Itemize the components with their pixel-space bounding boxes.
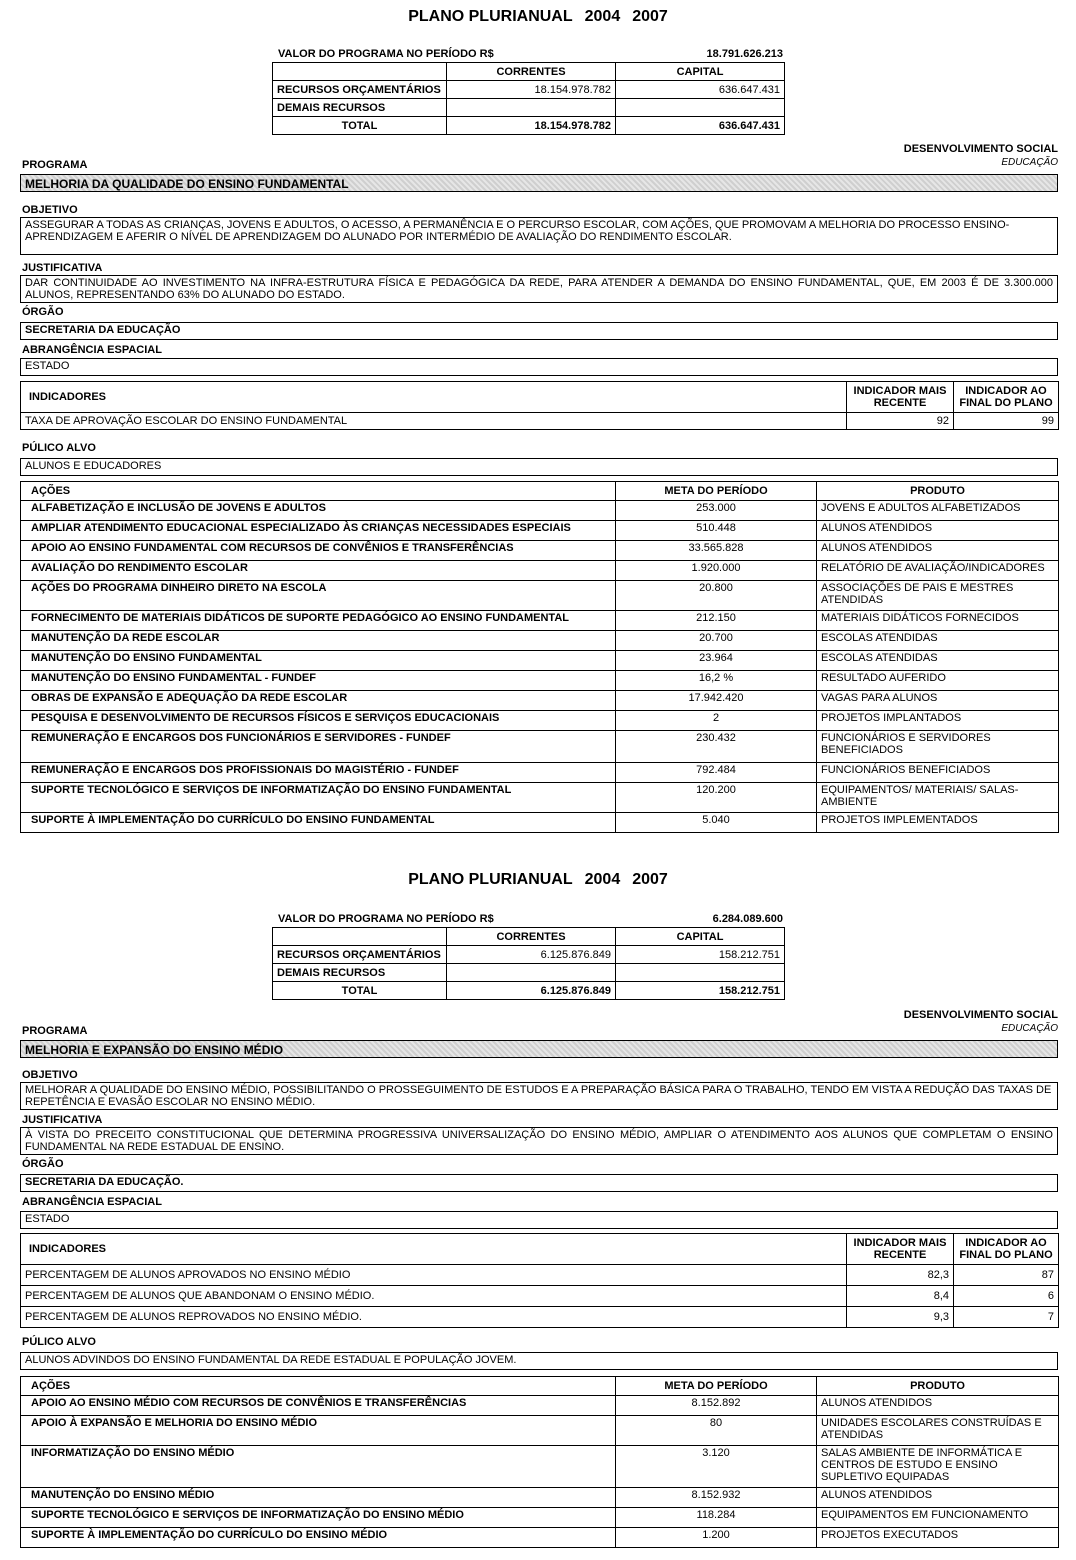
indicador-row bbox=[21, 1286, 1059, 1307]
indicadores-table bbox=[20, 1233, 1059, 1328]
valor-capital: 158.212.751 bbox=[616, 982, 785, 1000]
acao-row bbox=[21, 521, 1059, 541]
acao-meta: 16,2 % bbox=[616, 671, 817, 691]
acao-row bbox=[21, 783, 1059, 813]
indicador-final-header: INDICADOR AO FINAL DO PLANO bbox=[954, 382, 1059, 413]
indicadores-header: INDICADORES bbox=[21, 382, 847, 413]
indicador-recente-header: INDICADOR MAIS RECENTE bbox=[847, 1234, 954, 1265]
acao-meta: 3.120 bbox=[616, 1446, 817, 1488]
valor-header-empty bbox=[273, 928, 447, 946]
indicador-nome: PERCENTAGEM DE ALUNOS QUE ABANDONAM O ENSINO MÉDIO. bbox=[21, 1286, 847, 1307]
acao-meta: 17.942.420 bbox=[616, 691, 817, 711]
acao-produto: FUNCIONÁRIOS E SERVIDORES BENEFICIADOS bbox=[817, 731, 1059, 763]
acao-row bbox=[21, 1528, 1059, 1548]
acao-meta: 20.800 bbox=[616, 581, 817, 611]
valor-row-label: RECURSOS ORÇAMENTÁRIOS bbox=[273, 81, 447, 99]
acao-row bbox=[21, 711, 1059, 731]
acoes-table bbox=[20, 1376, 1059, 1548]
valor-header-empty bbox=[273, 63, 447, 81]
valor-correntes bbox=[447, 964, 616, 982]
acao-row bbox=[21, 1508, 1059, 1528]
acao-produto: RELATÓRIO DE AVALIAÇÃO/INDICADORES bbox=[817, 561, 1059, 581]
acao-nome: SUPORTE TECNOLÓGICO E SERVIÇOS DE INFORMATIZAÇÃO DO ENSINO FUNDAMENTAL bbox=[21, 783, 616, 813]
valor-row bbox=[273, 982, 785, 1000]
acao-nome: MANUTENÇÃO DA REDE ESCOLAR bbox=[21, 631, 616, 651]
acao-nome: APOIO AO ENSINO FUNDAMENTAL COM RECURSOS DE CONVÊNIOS E TRANSFERÊNCIAS bbox=[21, 541, 616, 561]
valor-row-label: DEMAIS RECURSOS bbox=[273, 99, 447, 117]
acao-produto: VAGAS PARA ALUNOS bbox=[817, 691, 1059, 711]
abrangencia-text: ESTADO bbox=[20, 358, 1058, 376]
meta-header: META DO PERÍODO bbox=[616, 482, 817, 501]
acao-nome: MANUTENÇÃO DO ENSINO FUNDAMENTAL - FUNDEF bbox=[21, 671, 616, 691]
produto-header: PRODUTO bbox=[817, 1377, 1059, 1396]
produto-header: PRODUTO bbox=[817, 482, 1059, 501]
valor-capital bbox=[616, 964, 785, 982]
acao-nome: APOIO AO ENSINO MÉDIO COM RECURSOS DE CONVÊNIOS E TRANSFERÊNCIAS bbox=[21, 1396, 616, 1416]
title-part: 2007 bbox=[632, 8, 668, 25]
programa-label: PROGRAMA bbox=[22, 159, 88, 171]
valor-header-row bbox=[273, 63, 785, 81]
acao-meta: 20.700 bbox=[616, 631, 817, 651]
title-part: PLANO PLURIANUAL bbox=[408, 8, 573, 25]
acao-nome: AVALIAÇÃO DO RENDIMENTO ESCOLAR bbox=[21, 561, 616, 581]
justificativa-label: JUSTIFICATIVA bbox=[22, 262, 103, 274]
acoes-header: AÇÕES bbox=[21, 1377, 616, 1396]
acao-row bbox=[21, 763, 1059, 783]
objetivo-text: MELHORAR A QUALIDADE DO ENSINO MÉDIO, POSSIBILITANDO O PROSSEGUIMENTO DE ESTUDOS E A PREPARAÇÃO BÁSICA PARA O TRABALHO, TENDO EM VISTA A REDUÇÃO DAS TAXAS DE REPETÊNCIA E EVASÃO ESCOLAR NO ENSINO MÉDIO. bbox=[20, 1082, 1058, 1110]
valor-capital bbox=[616, 99, 785, 117]
valor-capital: 636.647.431 bbox=[616, 117, 785, 135]
acoes-table bbox=[20, 481, 1059, 833]
indicador-recente: 9,3 bbox=[847, 1307, 954, 1328]
acao-row bbox=[21, 651, 1059, 671]
page-title bbox=[0, 8, 1076, 26]
valor-row-label: TOTAL bbox=[273, 117, 447, 135]
acao-produto: ALUNOS ATENDIDOS bbox=[817, 1396, 1059, 1416]
objetivo-label: OBJETIVO bbox=[22, 1069, 78, 1081]
acao-produto: SALAS AMBIENTE DE INFORMÁTICA E CENTROS DE ESTUDO E ENSINO SUPLETIVO EQUIPADAS bbox=[817, 1446, 1059, 1488]
page-title bbox=[0, 871, 1076, 889]
acao-meta: 120.200 bbox=[616, 783, 817, 813]
valor-label: VALOR DO PROGRAMA NO PERÍODO R$ bbox=[278, 913, 494, 925]
programa-label: PROGRAMA bbox=[22, 1025, 88, 1037]
indicadores-header-row bbox=[21, 1234, 1059, 1265]
acao-row bbox=[21, 581, 1059, 611]
objetivo-label: OBJETIVO bbox=[22, 204, 78, 216]
indicador-final: 7 bbox=[954, 1307, 1059, 1328]
valor-row bbox=[273, 946, 785, 964]
acoes-header-row bbox=[21, 1377, 1059, 1396]
acao-nome: FORNECIMENTO DE MATERIAIS DIDÁTICOS DE SUPORTE PEDAGÓGICO AO ENSINO FUNDAMENTAL bbox=[21, 611, 616, 631]
acao-produto: PROJETOS IMPLEMENTADOS bbox=[817, 813, 1059, 833]
acao-produto: ESCOLAS ATENDIDAS bbox=[817, 631, 1059, 651]
acao-nome: REMUNERAÇÃO E ENCARGOS DOS PROFISSIONAIS DO MAGISTÉRIO - FUNDEF bbox=[21, 763, 616, 783]
acao-produto: ASSOCIAÇÕES DE PAIS E MESTRES ATENDIDAS bbox=[817, 581, 1059, 611]
indicador-recente: 82,3 bbox=[847, 1265, 954, 1286]
subarea-label: EDUCAÇÃO bbox=[1001, 1023, 1058, 1034]
justificativa-text: À VISTA DO PRECEITO CONSTITUCIONAL QUE DETERMINA PROGRESSIVA UNIVERSALIZAÇÃO DO ENSINO MÉDIO, AMPLIAR O ATENDIMENTO AOS ALUNOS QUE COMPLETAM O ENSINO FUNDAMENTAL NA REDE ESTADUAL DE ENSINO. bbox=[20, 1127, 1058, 1155]
area-label: DESENVOLVIMENTO SOCIAL bbox=[903, 1009, 1058, 1021]
orgao-text: SECRETARIA DA EDUCAÇÃO bbox=[20, 322, 1058, 340]
acao-nome: ALFABETIZAÇÃO E INCLUSÃO DE JOVENS E ADULTOS bbox=[21, 501, 616, 521]
indicador-final: 99 bbox=[954, 413, 1059, 430]
acao-nome: OBRAS DE EXPANSÃO E ADEQUAÇÃO DA REDE ESCOLAR bbox=[21, 691, 616, 711]
justificativa-text: DAR CONTINUIDADE AO INVESTIMENTO NA INFRA-ESTRUTURA FÍSICA E PEDAGÓGICA DA REDE, PARA ATENDER A DEMANDA DO ENSINO FUNDAMENTAL, QUE, EM 2003 É DE 3.300.000 ALUNOS, REPRESENTANDO 63% DO ALUNADO DO ESTADO. bbox=[20, 275, 1058, 303]
acao-row bbox=[21, 813, 1059, 833]
acao-produto: PROJETOS EXECUTADOS bbox=[817, 1528, 1059, 1548]
acao-meta: 8.152.892 bbox=[616, 1396, 817, 1416]
acao-produto: ALUNOS ATENDIDOS bbox=[817, 1488, 1059, 1508]
meta-header: META DO PERÍODO bbox=[616, 1377, 817, 1396]
acao-produto: PROJETOS IMPLANTADOS bbox=[817, 711, 1059, 731]
acao-meta: 230.432 bbox=[616, 731, 817, 763]
indicador-nome: TAXA DE APROVAÇÃO ESCOLAR DO ENSINO FUNDAMENTAL bbox=[21, 413, 847, 430]
acoes-header-row bbox=[21, 482, 1059, 501]
indicador-recente: 8,4 bbox=[847, 1286, 954, 1307]
acao-produto: JOVENS E ADULTOS ALFABETIZADOS bbox=[817, 501, 1059, 521]
acao-meta: 118.284 bbox=[616, 1508, 817, 1528]
acao-produto: ALUNOS ATENDIDOS bbox=[817, 541, 1059, 561]
valor-correntes bbox=[447, 99, 616, 117]
justificativa-label: JUSTIFICATIVA bbox=[22, 1114, 103, 1126]
valor-correntes: 18.154.978.782 bbox=[447, 81, 616, 99]
orgao-text: SECRETARIA DA EDUCAÇÃO. bbox=[20, 1174, 1058, 1192]
indicadores-header: INDICADORES bbox=[21, 1234, 847, 1265]
valor-capital: 158.212.751 bbox=[616, 946, 785, 964]
valor-label: VALOR DO PROGRAMA NO PERÍODO R$ bbox=[278, 48, 494, 60]
valor-correntes: 18.154.978.782 bbox=[447, 117, 616, 135]
acao-produto: RESULTADO AUFERIDO bbox=[817, 671, 1059, 691]
title-part: 2004 bbox=[584, 871, 621, 888]
acao-nome: APOIO À EXPANSÃO E MELHORIA DO ENSINO MÉDIO bbox=[21, 1416, 616, 1446]
acao-row bbox=[21, 731, 1059, 763]
acoes-header: AÇÕES bbox=[21, 482, 616, 501]
acao-nome: AMPLIAR ATENDIMENTO EDUCACIONAL ESPECIALIZADO ÀS CRIANÇAS NECESSIDADES ESPECIAIS bbox=[21, 521, 616, 541]
publico-text: ALUNOS E EDUCADORES bbox=[20, 458, 1058, 476]
col-capital: CAPITAL bbox=[616, 63, 785, 81]
acao-row bbox=[21, 561, 1059, 581]
abrangencia-label: ABRANGÊNCIA ESPACIAL bbox=[22, 1196, 162, 1208]
valor-total: 6.284.089.600 bbox=[712, 913, 783, 925]
indicador-row bbox=[21, 413, 1059, 430]
valor-row bbox=[273, 81, 785, 99]
acao-nome: MANUTENÇÃO DO ENSINO MÉDIO bbox=[21, 1488, 616, 1508]
acao-row bbox=[21, 671, 1059, 691]
col-correntes: CORRENTES bbox=[447, 928, 616, 946]
publico-label: PÚLICO ALVO bbox=[22, 1336, 96, 1348]
valor-row bbox=[273, 99, 785, 117]
acao-nome: PESQUISA E DESENVOLVIMENTO DE RECURSOS FÍSICOS E SERVIÇOS EDUCACIONAIS bbox=[21, 711, 616, 731]
valor-row-label: RECURSOS ORÇAMENTÁRIOS bbox=[273, 946, 447, 964]
acao-row bbox=[21, 1416, 1059, 1446]
indicador-final: 87 bbox=[954, 1265, 1059, 1286]
acao-nome: REMUNERAÇÃO E ENCARGOS DOS FUNCIONÁRIOS E SERVIDORES - FUNDEF bbox=[21, 731, 616, 763]
publico-text: ALUNOS ADVINDOS DO ENSINO FUNDAMENTAL DA REDE ESTADUAL E POPULAÇÃO JOVEM. bbox=[20, 1352, 1058, 1370]
abrangencia-text: ESTADO bbox=[20, 1211, 1058, 1229]
acao-row bbox=[21, 631, 1059, 651]
acao-nome: MANUTENÇÃO DO ENSINO FUNDAMENTAL bbox=[21, 651, 616, 671]
indicador-nome: PERCENTAGEM DE ALUNOS REPROVADOS NO ENSINO MÉDIO. bbox=[21, 1307, 847, 1328]
indicador-final: 6 bbox=[954, 1286, 1059, 1307]
acao-nome: AÇÕES DO PROGRAMA DINHEIRO DIRETO NA ESCOLA bbox=[21, 581, 616, 611]
acao-row bbox=[21, 1446, 1059, 1488]
valor-correntes: 6.125.876.849 bbox=[447, 982, 616, 1000]
acao-meta: 33.565.828 bbox=[616, 541, 817, 561]
acao-nome: SUPORTE À IMPLEMENTAÇÃO DO CURRÍCULO DO ENSINO MÉDIO bbox=[21, 1528, 616, 1548]
valor-correntes: 6.125.876.849 bbox=[447, 946, 616, 964]
abrangencia-label: ABRANGÊNCIA ESPACIAL bbox=[22, 344, 162, 356]
area-label: DESENVOLVIMENTO SOCIAL bbox=[903, 143, 1058, 155]
acao-meta: 253.000 bbox=[616, 501, 817, 521]
indicadores-table bbox=[20, 381, 1059, 430]
acao-produto: FUNCIONÁRIOS BENEFICIADOS bbox=[817, 763, 1059, 783]
valor-row bbox=[273, 964, 785, 982]
valor-header-row bbox=[273, 928, 785, 946]
title-part: 2004 bbox=[584, 8, 621, 25]
indicador-row bbox=[21, 1265, 1059, 1286]
indicadores-header-row bbox=[21, 382, 1059, 413]
acao-produto: EQUIPAMENTOS/ MATERIAIS/ SALAS-AMBIENTE bbox=[817, 783, 1059, 813]
valor-row-label: DEMAIS RECURSOS bbox=[273, 964, 447, 982]
title-part: 2007 bbox=[632, 871, 668, 888]
acao-produto: UNIDADES ESCOLARES CONSTRUÍDAS E ATENDIDAS bbox=[817, 1416, 1059, 1446]
acao-produto: MATERIAIS DIDÁTICOS FORNECIDOS bbox=[817, 611, 1059, 631]
indicador-final-header: INDICADOR AO FINAL DO PLANO bbox=[954, 1234, 1059, 1265]
orgao-label: ÓRGÃO bbox=[22, 306, 64, 318]
acao-produto: EQUIPAMENTOS EM FUNCIONAMENTO bbox=[817, 1508, 1059, 1528]
title-part: PLANO PLURIANUAL bbox=[408, 871, 573, 888]
col-capital: CAPITAL bbox=[616, 928, 785, 946]
acao-nome: INFORMATIZAÇÃO DO ENSINO MÉDIO bbox=[21, 1446, 616, 1488]
valor-row-label: TOTAL bbox=[273, 982, 447, 1000]
acao-produto: ALUNOS ATENDIDOS bbox=[817, 521, 1059, 541]
valor-capital: 636.647.431 bbox=[616, 81, 785, 99]
acao-meta: 1.920.000 bbox=[616, 561, 817, 581]
publico-label: PÚLICO ALVO bbox=[22, 442, 96, 454]
indicador-row bbox=[21, 1307, 1059, 1328]
col-correntes: CORRENTES bbox=[447, 63, 616, 81]
subarea-label: EDUCAÇÃO bbox=[1001, 157, 1058, 168]
objetivo-text: ASSEGURAR A TODAS AS CRIANÇAS, JOVENS E ADULTOS, O ACESSO, A PERMANÊNCIA E O PERCURSO ESCOLAR, COM AÇÕES, QUE PROMOVAM A MELHORIA DO PROCESSO ENSINO-APRENDIZAGEM E AFERIR O NÍVEL DE APRENDIZAGEM DO ALUNADO POR INTERMÉDIO DE AVALIAÇÃO DO RENDIMENTO ESCOLAR. bbox=[20, 217, 1058, 255]
acao-row bbox=[21, 691, 1059, 711]
programa-banner: MELHORIA E EXPANSÃO DO ENSINO MÉDIO bbox=[20, 1040, 1058, 1058]
valor-total: 18.791.626.213 bbox=[706, 48, 783, 60]
programa-banner: MELHORIA DA QUALIDADE DO ENSINO FUNDAMENTAL bbox=[20, 174, 1058, 192]
acao-meta: 23.964 bbox=[616, 651, 817, 671]
acao-meta: 2 bbox=[616, 711, 817, 731]
indicador-nome: PERCENTAGEM DE ALUNOS APROVADOS NO ENSINO MÉDIO bbox=[21, 1265, 847, 1286]
acao-row bbox=[21, 1396, 1059, 1416]
acao-nome: SUPORTE TECNOLÓGICO E SERVIÇOS DE INFORMATIZAÇÃO DO ENSINO MÉDIO bbox=[21, 1508, 616, 1528]
valor-table bbox=[272, 927, 785, 1000]
acao-row bbox=[21, 501, 1059, 521]
acao-row bbox=[21, 611, 1059, 631]
orgao-label: ÓRGÃO bbox=[22, 1158, 64, 1170]
acao-meta: 80 bbox=[616, 1416, 817, 1446]
acao-nome: SUPORTE À IMPLEMENTAÇÃO DO CURRÍCULO DO ENSINO FUNDAMENTAL bbox=[21, 813, 616, 833]
valor-row bbox=[273, 117, 785, 135]
acao-meta: 1.200 bbox=[616, 1528, 817, 1548]
acao-meta: 5.040 bbox=[616, 813, 817, 833]
indicador-recente: 92 bbox=[847, 413, 954, 430]
acao-meta: 792.484 bbox=[616, 763, 817, 783]
valor-table bbox=[272, 62, 785, 135]
acao-row bbox=[21, 541, 1059, 561]
acao-row bbox=[21, 1488, 1059, 1508]
acao-meta: 510.448 bbox=[616, 521, 817, 541]
acao-produto: ESCOLAS ATENDIDAS bbox=[817, 651, 1059, 671]
indicador-recente-header: INDICADOR MAIS RECENTE bbox=[847, 382, 954, 413]
acao-meta: 8.152.932 bbox=[616, 1488, 817, 1508]
acao-meta: 212.150 bbox=[616, 611, 817, 631]
